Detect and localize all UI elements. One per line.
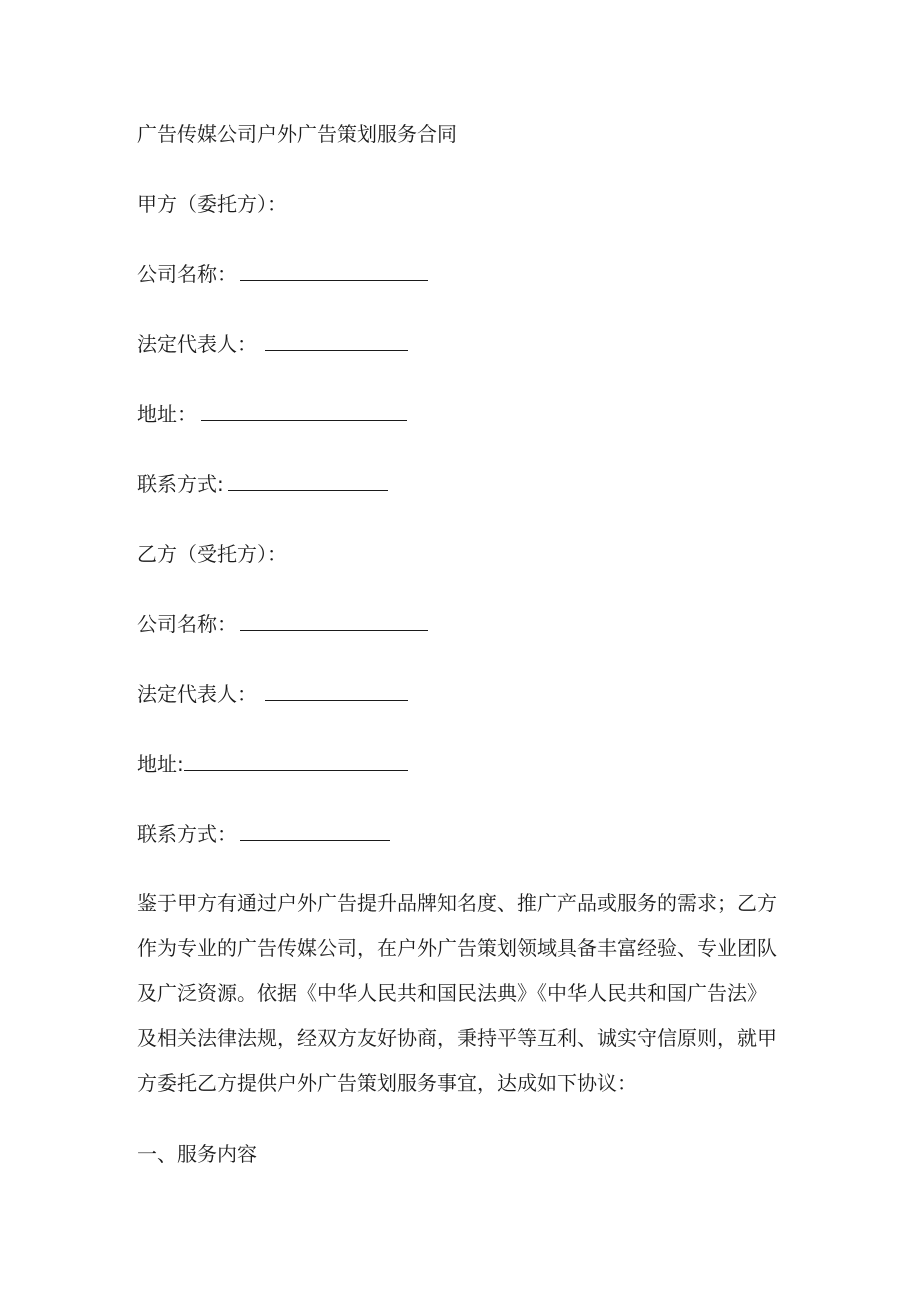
party-b-rep-blank[interactable] xyxy=(265,682,408,701)
party-b-heading: 乙方（受托方）： xyxy=(137,542,287,566)
preamble-line: 方委托乙方提供户外广告策划服务事宜，达成如下协议： xyxy=(137,1071,637,1095)
party-a-rep-field xyxy=(137,332,408,356)
party-a-company-field xyxy=(137,262,428,286)
party-a-rep-label: 法定代表人： xyxy=(137,332,257,356)
party-a-contact-blank[interactable] xyxy=(228,472,388,491)
section-heading-service-content: 一、服务内容 xyxy=(137,1142,257,1166)
preamble-line: 鉴于甲方有通过户外广告提升品牌知名度、推广产品或服务的需求；乙方 xyxy=(137,891,777,915)
preamble-line: 及相关法律法规，经双方友好协商，秉持平等互利、诚实守信原则，就甲 xyxy=(137,1026,777,1050)
party-b-rep-field xyxy=(137,682,408,706)
party-a-heading: 甲方（委托方）： xyxy=(137,192,287,216)
party-a-rep-blank[interactable] xyxy=(265,332,408,351)
party-a-contact-field xyxy=(137,472,388,496)
party-b-contact-field xyxy=(137,822,390,846)
contract-title: 广告传媒公司户外广告策划服务合同 xyxy=(137,122,457,146)
party-a-company-blank[interactable] xyxy=(240,262,428,281)
party-b-address-label: 地址: xyxy=(137,752,184,776)
party-a-address-field xyxy=(137,402,407,426)
party-b-contact-label: 联系方式： xyxy=(137,822,237,846)
party-a-contact-label: 联系方式: xyxy=(137,472,224,496)
preamble-line: 作为专业的广告传媒公司，在户外广告策划领域具备丰富经验、专业团队 xyxy=(137,936,777,960)
preamble-paragraph xyxy=(137,881,787,1106)
party-a-address-blank[interactable] xyxy=(201,402,407,421)
party-b-rep-label: 法定代表人： xyxy=(137,682,257,706)
party-b-address-field xyxy=(137,752,408,776)
party-b-address-blank[interactable] xyxy=(184,752,408,771)
party-b-contact-blank[interactable] xyxy=(240,822,390,841)
party-a-address-label: 地址： xyxy=(137,402,197,426)
party-b-company-label: 公司名称： xyxy=(137,612,237,636)
preamble-line: 及广泛资源。依据《中华人民共和国民法典》《中华人民共和国广告法》 xyxy=(137,981,767,1005)
party-b-company-blank[interactable] xyxy=(240,612,428,631)
party-a-company-label: 公司名称： xyxy=(137,262,237,286)
party-b-company-field xyxy=(137,612,428,636)
